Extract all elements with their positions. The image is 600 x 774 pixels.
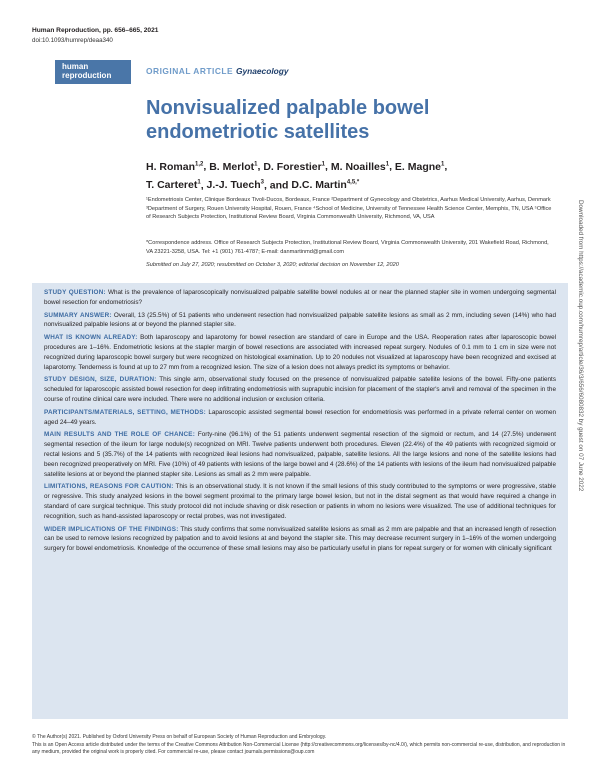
- abstract-limitations: LIMITATIONS, REASONS FOR CAUTION: This is an observational study. It is not known if the small lesions of this study contributed to the symptoms or were progressive, stable or regressive. This study analyzed lesions in the bowel segment proximal to the primary large bowel lesion, but not in the distal segment as that would have required a change in standard of care surgical technique. This study protocol did not include shaving or disk resection or patients in whom no lesions were visualized. The use of additional techniques for recognition, such as hand-assisted laparoscopy or rectal probes, was not investigated.: [44, 483, 556, 520]
- author[interactable]: B. Merlot$^1$: [209, 160, 258, 173]
- author[interactable]: M. Noailles$^1$: [330, 160, 390, 173]
- section-heading: WHAT IS KNOWN ALREADY:: [44, 334, 138, 342]
- abstract-study-question: STUDY QUESTION: What is the prevalence of laparoscopically nonvisualized palpable satellite bowel nodules at or near the planned stapler site in women undergoing segmental bowel resection for endometriosis?: [44, 289, 556, 306]
- section-heading: PARTICIPANTS/MATERIALS, SETTING, METHODS:: [44, 408, 206, 416]
- copyright-footer: [32, 734, 572, 757]
- author[interactable]: E. Magne$^1$: [394, 160, 445, 173]
- section-heading: SUMMARY ANSWER:: [44, 311, 112, 319]
- article-type: ORIGINAL ARTICLE: [146, 66, 234, 76]
- author[interactable]: T. Carteret$^1$: [146, 179, 201, 191]
- section-heading: LIMITATIONS, REASONS FOR CAUTION:: [44, 483, 174, 491]
- abstract-participants: PARTICIPANTS/MATERIALS, SETTING, METHODS: Laparoscopic assisted segmental bowel resection for endometriosis was performed in a private referral center on women aged 24–49 years.: [44, 408, 556, 426]
- author[interactable]: J.-J. Tuech$^3$: [206, 179, 264, 191]
- journal-citation: Human Reproduction, pp. 656–665, 2021: [32, 27, 159, 34]
- submission-dates: Submitted on July 27, 2020; resubmitted on October 3, 2020; editorial decision on November 12, 2020: [146, 262, 399, 268]
- affiliations: ¹Endometriosis Center, Clinique Bordeaux Tivoli-Ducos, Bordeaux, France ²Department of Gynecology and Obstetrics, Aarhus Medical University, Aarhus, Denmark ³Department of Surgery, Rouen University Hospital, Rouen, France ⁴School of Medicine, University of Tennessee Health Science Center, Memphis, TN, USA ⁵Office of Research Subjects Protection, Institutional Review Board, Virginia Commonwealth University, Richmond, VA, USA: [146, 197, 552, 221]
- journal-logo: [55, 60, 131, 84]
- section-heading: STUDY QUESTION:: [44, 289, 106, 296]
- article-subject: Gynaecology: [235, 66, 289, 76]
- copyright-line: © The Author(s) 2021. Published by Oxford University Press on behalf of European Society of Human Reproduction and Embryology.: [32, 734, 327, 740]
- section-heading: WIDER IMPLICATIONS OF THE FINDINGS:: [44, 525, 179, 533]
- section-heading: STUDY DESIGN, SIZE, DURATION:: [44, 376, 157, 384]
- download-watermark: Downloaded from https://academic.oup.com/humrep/article/36/3/656/6080832 by guest on 07 June 2022: [577, 200, 584, 492]
- license-line: This is an Open Access article distributed under the terms of the Creative Commons Attribution Non-Commercial License (http://creativecommons.org/licenses/by-nc/4.0/), which permits non-commercial re-use, distribution, and reproduction in any medium, provided the original work is properly cited. For commercial re-use, please contact journals.permissions@oup.com: [32, 741, 566, 756]
- doi[interactable]: doi:10.1093/humrep/deaa340: [32, 37, 113, 44]
- correspondence-address: *Correspondence address. Office of Research Subjects Protection, Institutional Review Board, Virginia Commonwealth University, 201 Wakefield Road, Richmond, VA 23221-3258, USA. Tel: +1 (901) 761-4787; E-mail: danmartinmd@gmail.com: [146, 240, 549, 255]
- author-list: H. Roman$^{1,2}$, B. Merlot$^1$, D. Forestier$^1$, M. Noailles$^1$, E. Magne$^1$, T. Carteret$^1$, J.-J. Tuech$^3$, and D.C. Martin$^{4,5,*}$: [146, 160, 448, 191]
- author[interactable]: D. Forestier$^1$: [263, 160, 326, 173]
- abstract-study-design: STUDY DESIGN, SIZE, DURATION: This single arm, observational study focused on the presence of nonvisualized palpable satellite lesions of the bowel. Fifty-one patients scheduled for laparoscopic assisted bowel resection for deep infiltrating endometriosis with suprapubic incision for placement of the stapler's anvil and removal of the specimen in the course of routine clinical care were included. There were no additional inclusion or exclusion criteria.: [44, 376, 556, 403]
- abstract-known-already: WHAT IS KNOWN ALREADY: Both laparoscopy and laparotomy for bowel resection are standard of care in Europe and the USA. Reoperation rates after laparoscopic bowel procedures are 1–16%. Endometriotic lesions at the stapler margin of bowel resections are associated with increased repeat surgery. Nodules of 0.1 mm to 1 cm in size were not recognized during laparoscopic bowel surgery but were recognized on histological examination. Up to 20 nodules not visualized at laparoscopy have been recognized and excised at laparotomy. Tenderness is found at up to 27 mm from a recognized lesion. The size of a lesion does not always predict its symptoms or behavior.: [44, 334, 557, 371]
- author[interactable]: H. Roman$^{1,2}$: [146, 160, 204, 173]
- article-section-label: [146, 66, 289, 76]
- abstract-wider-implications: WIDER IMPLICATIONS OF THE FINDINGS: This study confirms that some nonvisualized satellite lesions as small as 2 mm are palpable and that an increased length of resection can be used to remove lesions recognized by palpation and to avoid lesions at and beyond the stapler site. This may decrease recurrent surgery in 1–16% of the women undergoing surgery for bowel endometriosis. Knowledge of the occurrence of these small lesions may also be particularly useful in plans for repeat surgery or for women with clinically significant: [44, 525, 557, 553]
- section-heading: MAIN RESULTS AND THE ROLE OF CHANCE:: [44, 431, 196, 439]
- author[interactable]: D.C. Martin$^{4,5,*}$: [291, 179, 360, 191]
- abstract-main-results: MAIN RESULTS AND THE ROLE OF CHANCE: Forty-nine (96.1%) of the 51 patients underwent segmental resection of the sigmoid or rectum, and 14 (27.5%) underwent segmental resection of the ileum for large nodule(s) recognized on MRI. Twelve patients underwent both procedures. Eleven (22.4%) of the 49 patients with recognized sigmoid or rectal lesions and 5 (35.7%) of the 14 patients with recognized ileal lesions had nonvisualized, palpable, satellite lesions. All the large lesions and none of the satellite lesions had been recognized preoperatively on MRI. Five (10%) of 49 patients with lesions of the large bowel and 4 (28.6%) of the 14 patients with lesions of the ileum had nonvisualized palpable satellite lesions at or beyond the planned stapler site. Lesions as small as 2 mm were palpable.: [44, 431, 556, 478]
- structured-abstract: [32, 283, 568, 719]
- logo-line-2: reproduction: [62, 70, 112, 80]
- logo-line-1: human: [62, 62, 89, 71]
- abstract-summary-answer: SUMMARY ANSWER: Overall, 13 (25.5%) of 51 patients who underwent resection had nonvisualized palpable satellite lesions as small as 2 mm, including seven (14%) who had nonvisualized palpable lesions at or beyond the planned stapler site.: [44, 311, 556, 329]
- article-title: Nonvisualized palpable bowel endometriotic satellites: [146, 97, 430, 143]
